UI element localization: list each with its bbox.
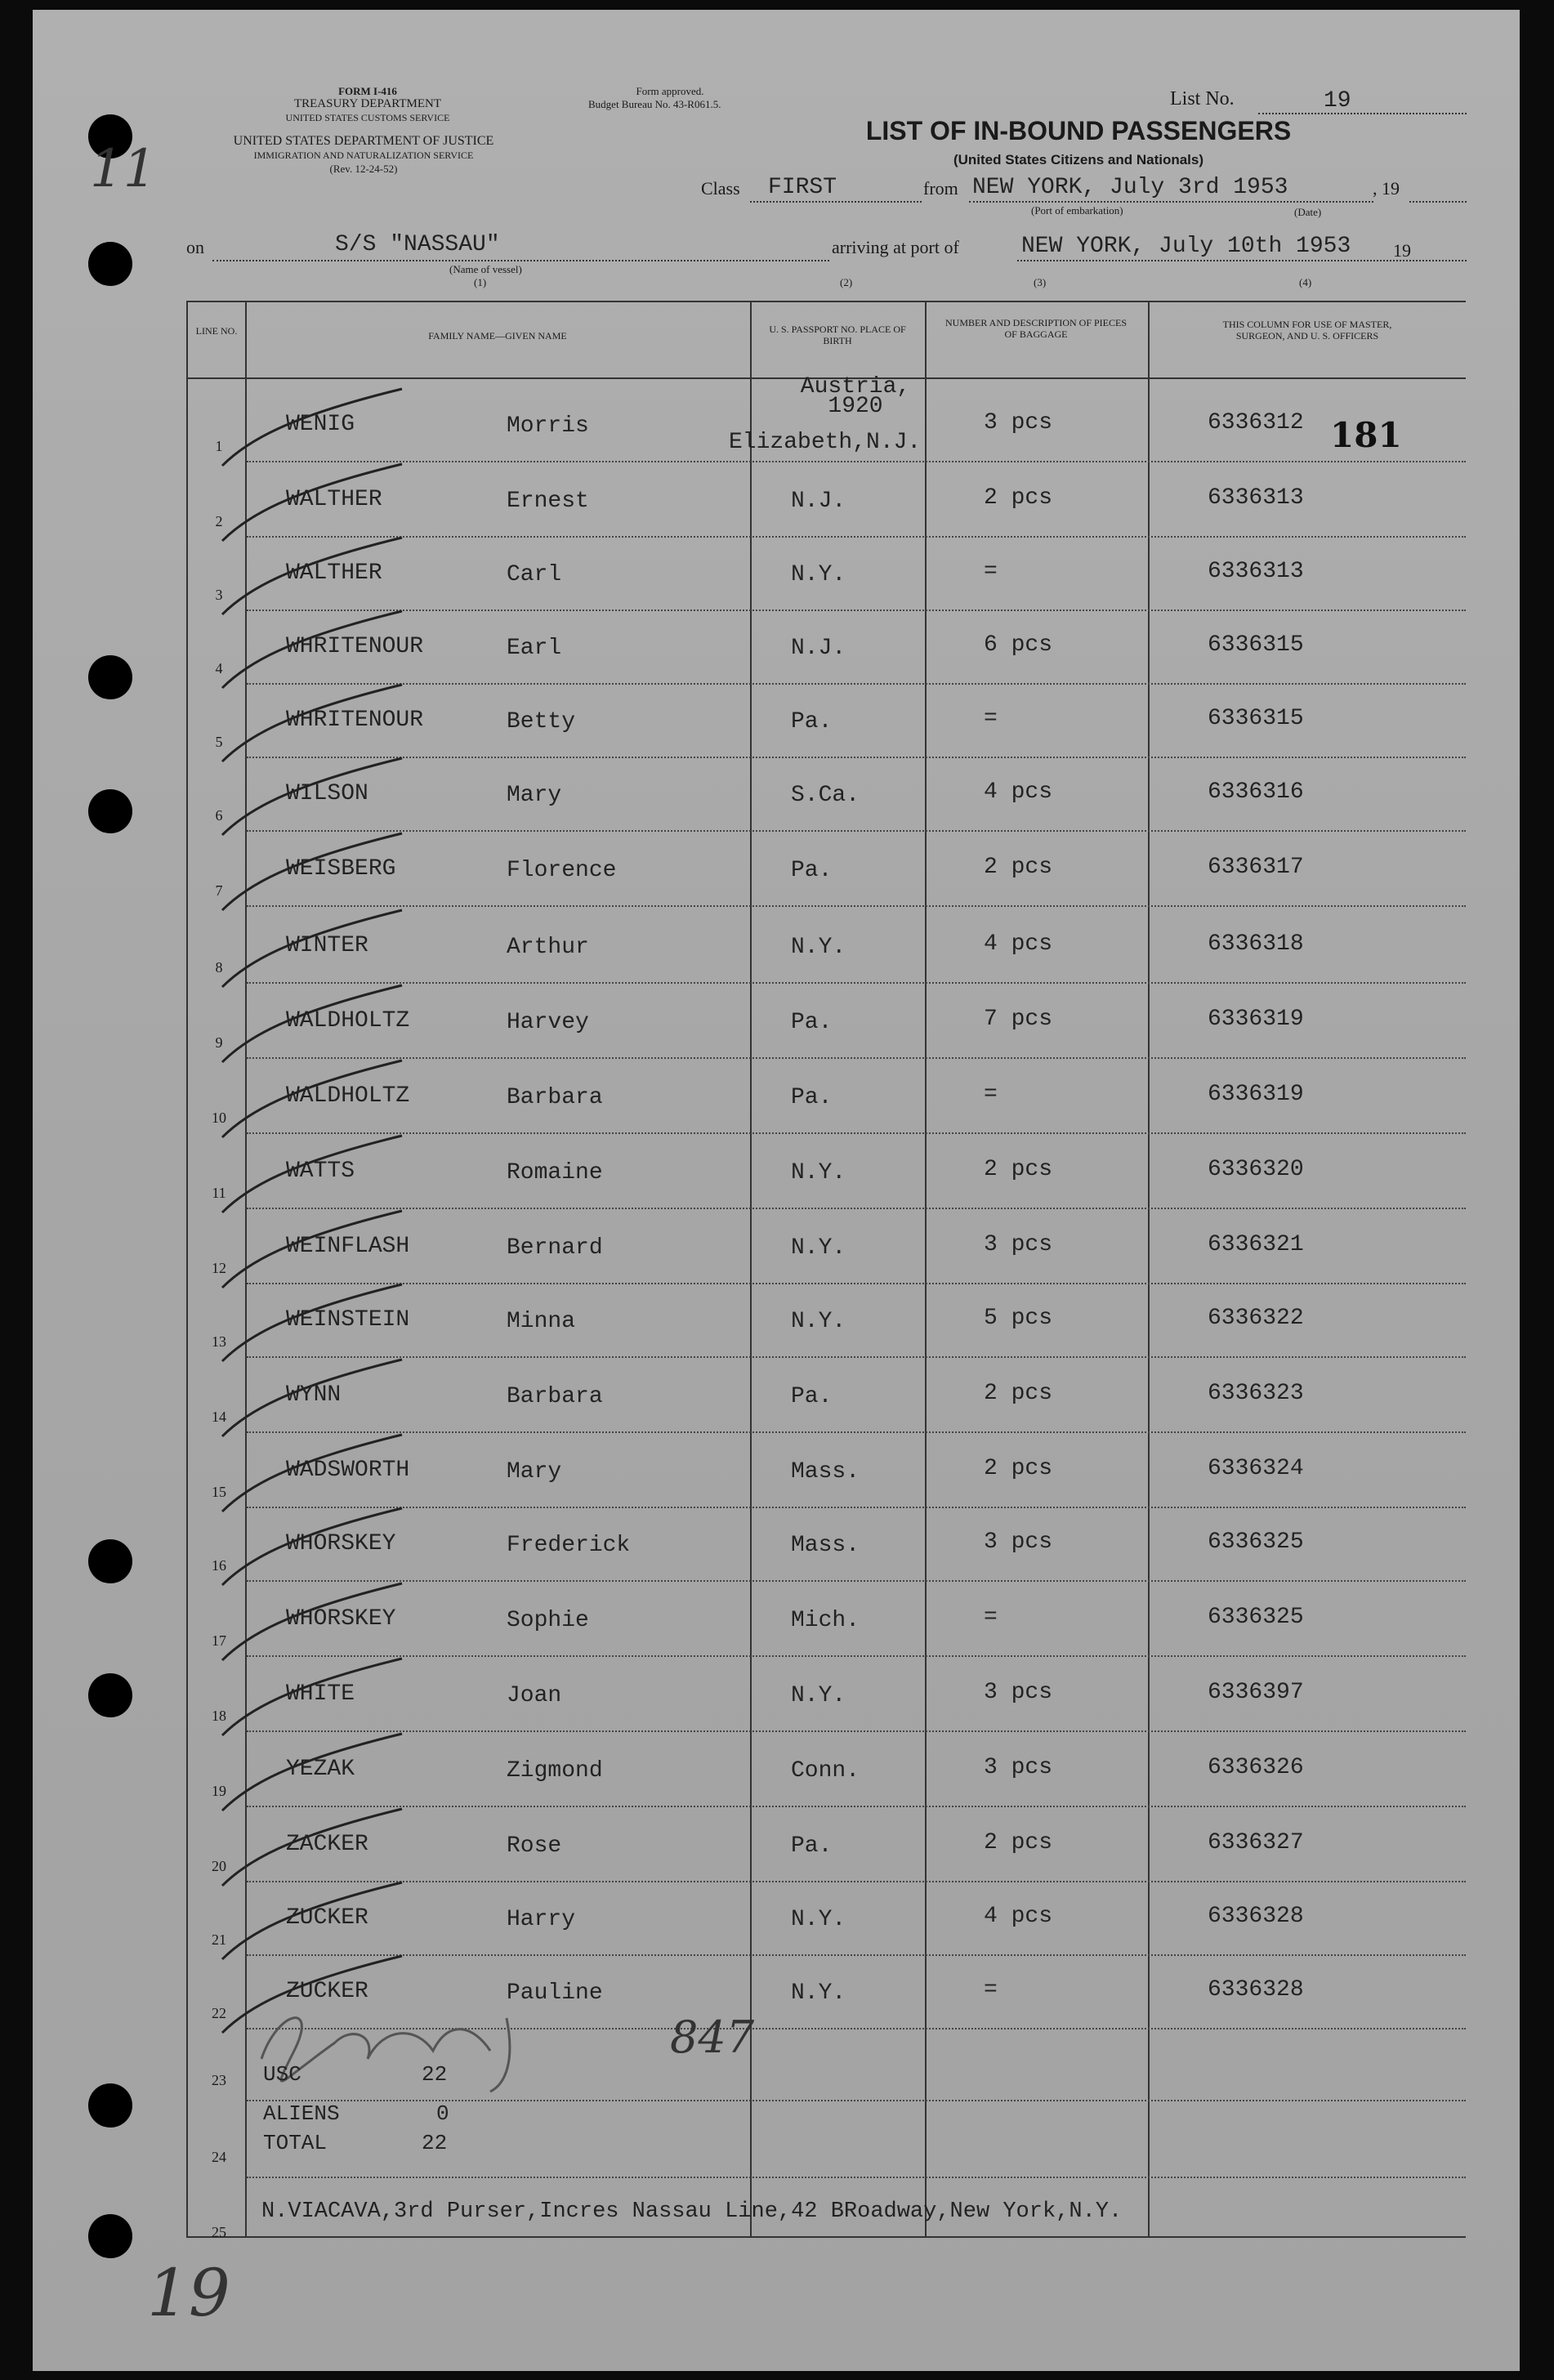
baggage: 2 pcs: [984, 1456, 1053, 1481]
officer-ref: 6336324: [1208, 1456, 1304, 1481]
from-year-line: [1409, 201, 1467, 203]
binder-hole: [88, 1539, 132, 1583]
binder-hole: [88, 2214, 132, 2258]
baggage: 6 pcs: [984, 632, 1053, 658]
officer-ref: 6336325: [1208, 1529, 1304, 1555]
baggage: 4 pcs: [984, 779, 1053, 805]
class-value: FIRST: [768, 175, 837, 200]
vessel-caption: (Name of vessel): [449, 263, 522, 275]
family-name: WALDHOLTZ: [286, 1008, 410, 1034]
vessel-line: [212, 260, 829, 261]
row-divider: [247, 461, 1466, 462]
given-name: Pauline: [507, 1980, 603, 2006]
baggage: 3 pcs: [984, 1680, 1053, 1705]
row-divider: [247, 1954, 1466, 1956]
birthplace: Pa.: [791, 1833, 833, 1859]
given-name: Bernard: [507, 1235, 603, 1261]
baggage: 3 pcs: [984, 1755, 1053, 1780]
col-divider-baggage: [1148, 301, 1150, 2237]
family-name: ZUCKER: [286, 1905, 368, 1931]
row-divider: [247, 1655, 1466, 1657]
given-name: Barbara: [507, 1085, 603, 1110]
officer-ref: 6336319: [1208, 1082, 1304, 1107]
family-name: WENIG: [286, 412, 355, 437]
line-number: 11: [212, 1185, 226, 1201]
row-divider: [247, 982, 1466, 984]
family-name: WEINSTEIN: [286, 1307, 410, 1333]
table-left-border: [186, 301, 188, 2237]
officer-ref: 6336315: [1208, 632, 1304, 658]
officer-ref: 6336397: [1208, 1680, 1304, 1705]
officer-ref: 6336321: [1208, 1232, 1304, 1257]
birthplace: N.Y.: [791, 1907, 846, 1932]
arrival-year-suffix: 19: [1393, 240, 1411, 261]
arrival-value: NEW YORK, July 10th 1953: [1021, 234, 1351, 259]
family-name: WALDHOLTZ: [286, 1083, 410, 1109]
class-label: Class: [701, 178, 740, 199]
line-number: 9: [215, 1034, 223, 1051]
given-name: Arthur: [507, 935, 589, 960]
row-divider: [247, 830, 1466, 832]
from-line: [969, 201, 1373, 203]
binder-hole: [88, 789, 132, 833]
given-name: Mary: [507, 1459, 562, 1485]
given-name: Sophie: [507, 1608, 589, 1633]
birthplace: S.Ca.: [791, 783, 860, 808]
col-caption-3: (3): [1034, 276, 1047, 288]
table-top-border: [186, 301, 1466, 302]
birthplace: Mass.: [791, 1533, 860, 1558]
purser-line: N.VIACAVA,3rd Purser,Incres Nassau Line,42 BRoadway,New York,N.Y.: [261, 2199, 1123, 2224]
given-name: Mary: [507, 783, 562, 808]
family-name: ZACKER: [286, 1832, 368, 1857]
baggage: 3 pcs: [984, 410, 1053, 435]
birthplace: N.J.: [791, 489, 846, 514]
row-divider: [247, 1507, 1466, 1508]
row-divider: [247, 2100, 1466, 2101]
row-divider: [247, 1431, 1466, 1433]
line-number: 3: [215, 587, 223, 603]
officer-ref: 6336316: [1208, 779, 1304, 805]
line-number: 20: [212, 1858, 226, 1874]
list-no-value: 19: [1324, 88, 1351, 114]
binder-hole: [88, 655, 132, 699]
col-header-line: LINE NO.: [195, 325, 238, 337]
row-divider: [247, 683, 1466, 685]
family-name: WALTHER: [286, 560, 382, 586]
given-name: Ernest: [507, 489, 589, 514]
row-divider: [247, 1132, 1466, 1134]
row-divider: [247, 1881, 1466, 1882]
family-name: WHRITENOUR: [286, 708, 424, 733]
family-name: WEINFLASH: [286, 1234, 410, 1259]
row-divider: [247, 1580, 1466, 1582]
officer-ref: 6336313: [1208, 559, 1304, 584]
col-header-passport: U. S. PASSPORT NO. PLACE OF BIRTH: [769, 324, 906, 346]
vessel-value: S/S "NASSAU": [335, 232, 500, 257]
baggage: =: [984, 706, 998, 731]
line-number: 23: [212, 2072, 226, 2088]
line-number: 19: [212, 1783, 226, 1799]
page-subtitle: (United States Citizens and Nationals): [953, 152, 1204, 167]
given-name: Earl: [507, 636, 562, 661]
officer-ref: 6336328: [1208, 1977, 1304, 2003]
form-approved: Form approved.: [636, 85, 704, 97]
col-header-baggage: NUMBER AND DESCRIPTION OF PIECES OF BAGGAGE: [944, 317, 1128, 340]
line-number: 14: [212, 1409, 226, 1425]
line-number: 16: [212, 1557, 226, 1574]
col-caption-1: (1): [474, 276, 487, 288]
given-name: Carl: [507, 562, 562, 587]
family-name: WHRITENOUR: [286, 634, 424, 659]
line-number: 4: [215, 660, 223, 676]
baggage: 3 pcs: [984, 1529, 1053, 1555]
line-number: 5: [215, 734, 223, 750]
aliens-label: ALIENS: [263, 2101, 340, 2126]
page-mark: 19: [147, 2255, 230, 2331]
from-year-suffix: , 19: [1373, 178, 1400, 199]
line-number: 24: [212, 2149, 226, 2165]
given-name: Harry: [507, 1907, 576, 1932]
officer-ref: 6336320: [1208, 1157, 1304, 1182]
family-name: WHORSKEY: [286, 1531, 396, 1556]
officer-ref: 6336317: [1208, 855, 1304, 880]
baggage: 2 pcs: [984, 485, 1053, 511]
class-line: [750, 201, 922, 203]
birthplace: Conn.: [791, 1758, 860, 1784]
line-number: 21: [212, 1931, 226, 1948]
baggage: 4 pcs: [984, 1904, 1053, 1929]
given-name: Betty: [507, 709, 576, 735]
col-header-officers: THIS COLUMN FOR USE OF MASTER, SURGEON, AND U. S. OFFICERS: [1222, 319, 1392, 342]
given-name: Harvey: [507, 1010, 589, 1035]
handwritten-note: 847: [670, 2012, 755, 2063]
budget-bureau: Budget Bureau No. 43-R061.5.: [588, 98, 721, 110]
margin-mark: 11: [90, 139, 157, 199]
baggage: =: [984, 1977, 998, 2003]
row-divider: [247, 1806, 1466, 1807]
family-name: WATTS: [286, 1159, 355, 1184]
arriving-label: arriving at port of: [832, 237, 959, 257]
on-label: on: [186, 237, 204, 257]
page-title: LIST OF IN-BOUND PASSENGERS: [865, 116, 1292, 145]
row-divider: [247, 1356, 1466, 1358]
baggage: 4 pcs: [984, 931, 1053, 957]
birthplace: Pa.: [791, 1010, 833, 1035]
customs-label: UNITED STATES CUSTOMS SERVICE: [285, 112, 450, 123]
justice-label: UNITED STATES DEPARTMENT OF JUSTICE: [233, 134, 494, 148]
officer-ref: 6336326: [1208, 1755, 1304, 1780]
given-name: Florence: [507, 858, 617, 883]
binder-hole: [88, 242, 132, 286]
given-name: Zigmond: [507, 1758, 603, 1784]
baggage: 2 pcs: [984, 1830, 1053, 1855]
family-name: YEZAK: [286, 1757, 355, 1782]
birthplace: Pa.: [791, 1085, 833, 1110]
birthplace: Pa.: [791, 858, 833, 883]
baggage: =: [984, 1605, 998, 1630]
given-name: Rose: [507, 1833, 562, 1859]
officer-ref: 6336322: [1208, 1306, 1304, 1331]
family-name: WHORSKEY: [286, 1606, 396, 1632]
birthplace: N.J.: [791, 636, 846, 661]
birthplace: Pa.: [791, 709, 833, 735]
line-number: 13: [212, 1333, 226, 1350]
aliens-value: 0: [436, 2101, 449, 2126]
birthplace: N.Y.: [791, 562, 846, 587]
line-number: 8: [215, 959, 223, 976]
row-divider: [247, 1057, 1466, 1059]
line-number: 17: [212, 1632, 226, 1649]
given-name: Romaine: [507, 1160, 603, 1186]
line-number: 18: [212, 1708, 226, 1724]
family-name: WADSWORTH: [286, 1458, 410, 1483]
col-caption-4: (4): [1299, 276, 1312, 288]
given-name: Barbara: [507, 1384, 603, 1409]
line-number: 6: [215, 807, 223, 824]
line-number: 2: [215, 513, 223, 529]
col-header-name: FAMILY NAME—GIVEN NAME: [428, 330, 567, 342]
handwritten-mark: 181: [1330, 415, 1402, 455]
baggage: 3 pcs: [984, 1232, 1053, 1257]
family-name: WEISBERG: [286, 856, 396, 882]
list-no-line: [1258, 113, 1467, 114]
line-number: 15: [212, 1484, 226, 1500]
col-divider-name: [750, 301, 752, 2237]
baggage: 7 pcs: [984, 1007, 1053, 1032]
family-name: WYNN: [286, 1382, 342, 1408]
revision-label: (Rev. 12-24-52): [329, 163, 398, 175]
ins-label: IMMIGRATION AND NATURALIZATION SERVICE: [253, 150, 474, 161]
family-name: WILSON: [286, 781, 368, 806]
binder-hole: [88, 2083, 132, 2128]
officer-ref: 6336327: [1208, 1830, 1304, 1855]
officer-ref: 6336319: [1208, 1007, 1304, 1032]
birthplace: Pa.: [791, 1384, 833, 1409]
family-name: WALTHER: [286, 487, 382, 512]
line-number: 1: [215, 438, 223, 454]
port-caption: (Port of embarkation): [1031, 204, 1123, 217]
family-name: WHITE: [286, 1681, 355, 1707]
officer-ref: 6336318: [1208, 931, 1304, 957]
list-no-label: List No.: [1170, 88, 1235, 109]
baggage: 2 pcs: [984, 1381, 1053, 1406]
birthplace: N.Y.: [791, 1235, 846, 1261]
usc-label: USC: [263, 2062, 301, 2087]
total-value: 22: [422, 2131, 448, 2155]
birthplace: N.Y.: [791, 1683, 846, 1708]
row-divider: [247, 1730, 1466, 1732]
given-name: Morris: [507, 413, 589, 439]
officer-ref: 6336325: [1208, 1605, 1304, 1630]
given-name: Joan: [507, 1683, 562, 1708]
row-divider: [247, 610, 1466, 611]
birthplace: Mass.: [791, 1459, 860, 1485]
baggage: 2 pcs: [984, 855, 1053, 880]
officer-ref: 6336323: [1208, 1381, 1304, 1406]
birthplace: Mich.: [791, 1608, 860, 1633]
form-number: FORM I-416: [338, 85, 397, 97]
birthplace-detail: Elizabeth,N.J.: [729, 430, 922, 455]
col-caption-2: (2): [840, 276, 853, 288]
line-number: 22: [212, 2005, 226, 2021]
row-divider: [247, 757, 1466, 758]
table-bottom-border: [186, 2236, 1466, 2238]
line-number: 25: [212, 2224, 226, 2240]
birthplace: N.Y.: [791, 935, 846, 960]
family-name: ZUCKER: [286, 1979, 368, 2004]
row-divider: [247, 2177, 1466, 2178]
line-number: 7: [215, 882, 223, 899]
line-number: 10: [212, 1110, 226, 1126]
row-divider: [247, 536, 1466, 538]
baggage: =: [984, 559, 998, 584]
birthplace: N.Y.: [791, 1980, 846, 2006]
col-divider-passport: [925, 301, 927, 2237]
usc-value: 22: [422, 2062, 448, 2087]
officer-ref: 6336313: [1208, 485, 1304, 511]
officer-ref: 6336312: [1208, 410, 1304, 435]
officer-ref: 6336315: [1208, 706, 1304, 731]
row-divider: [247, 1283, 1466, 1284]
row-divider: [247, 905, 1466, 907]
row-divider: [247, 1208, 1466, 1209]
line-number: 12: [212, 1260, 226, 1276]
from-value: NEW YORK, July 3rd 1953: [972, 175, 1288, 200]
family-name: WINTER: [286, 933, 368, 958]
baggage: 2 pcs: [984, 1157, 1053, 1182]
given-name: Minna: [507, 1309, 576, 1334]
baggage: =: [984, 1082, 998, 1107]
from-label: from: [923, 178, 958, 199]
date-caption: (Date): [1294, 206, 1322, 218]
binder-hole: [88, 1673, 132, 1717]
birthplace: Austria, 1920: [800, 374, 911, 419]
given-name: Frederick: [507, 1533, 631, 1558]
baggage: 5 pcs: [984, 1306, 1053, 1331]
treasury-label: TREASURY DEPARTMENT: [293, 97, 442, 110]
officer-ref: 6336328: [1208, 1904, 1304, 1929]
birthplace: N.Y.: [791, 1309, 846, 1334]
birthplace: N.Y.: [791, 1160, 846, 1186]
total-label: TOTAL: [263, 2131, 328, 2155]
